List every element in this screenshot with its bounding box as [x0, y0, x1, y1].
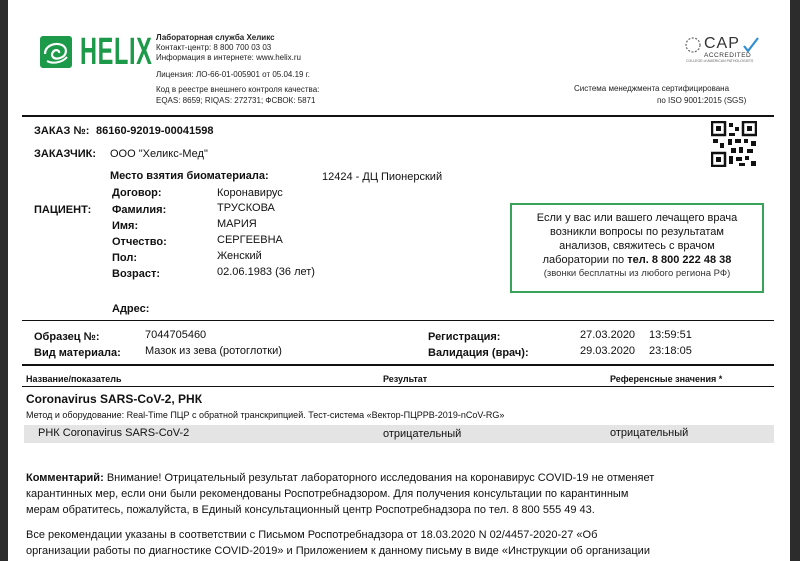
contact-line-4-prefix: лаборатории по [542, 254, 625, 266]
comment-line-3: мерам обратитесь, пожалуйста, в Единый консультационный центр Роспотребнадзора по тел. 8 800 555 49 43. [26, 504, 595, 516]
address-label: Адрес: [112, 303, 150, 315]
contact-line-5: (звонки бесплатны из любого региона РФ) [543, 268, 731, 279]
contact-line-4 [512, 253, 762, 267]
result-row-value: отрицательный [383, 428, 462, 440]
comment-line-4: Все рекомендации указаны в соответствии с Письмом Роспотребнадзора от 18.03.2020 N 02/4457-2020-27 «Об [26, 529, 598, 541]
helix-logo-text: HELIX [80, 31, 153, 73]
site-label: Место взятия биоматериала: [110, 170, 269, 182]
registration-date: 27.03.2020 [580, 329, 636, 341]
helix-logo-icon [40, 36, 72, 68]
contact-line-1: Если у вас или вашего лечащего врача [536, 212, 738, 224]
cap-tiny: COLLEGE of AMERICAN PATHOLOGISTS [686, 59, 754, 63]
cap-accredited-logo [684, 34, 764, 73]
sex-value: Женский [217, 250, 262, 262]
sample-value: 7044705460 [145, 329, 207, 341]
comment-line-1: Внимание! Отрицательный результат лабораторного исследования на коронавирус COVID-19 не отменяет [106, 472, 655, 484]
contract-value: Коронавирус [217, 187, 283, 199]
sample-label: Образец №: [34, 331, 100, 343]
col-ref-header: Референсные значения * [610, 374, 723, 384]
validation-label: Валидация (врач): [428, 347, 529, 359]
comment-label: Комментарий: [26, 472, 104, 484]
doctor-contact-box [510, 203, 764, 293]
registry-line-1: Код в реестре внешнего контроля качества: [156, 85, 320, 94]
lab-web: Информация в интернете: www.helix.ru [156, 53, 302, 62]
registration-label: Регистрация: [428, 331, 501, 343]
result-row-ref: отрицательный [610, 427, 689, 439]
result-row-name: РНК Coronavirus SARS-CoV-2 [38, 427, 190, 439]
iso-line-1: Система менеджмента сертифицирована [574, 84, 730, 93]
order-label: ЗАКАЗ №: [34, 125, 90, 137]
sample-divider [22, 364, 774, 366]
iso-line-2: по ISO 9001:2015 (SGS) [657, 96, 747, 105]
contract-label: Договор: [112, 187, 162, 199]
cap-subtitle: ACCREDITED [704, 52, 752, 59]
age-value: 02.06.1983 (36 лет) [217, 266, 315, 278]
customer-label: ЗАКАЗЧИК: [34, 148, 96, 160]
registry-line-2: EQAS: 8659; RIQAS: 272731; ФСВОК: 5871 [156, 96, 316, 105]
contact-line-3: анализов, свяжитесь с врачом [559, 240, 715, 252]
cap-title: CAP [704, 35, 740, 52]
comment-line-5: организации работы по диагностике COVID-2019» и Приложением к данному письму в виде «Инструкции об организации [26, 545, 650, 557]
left-border [0, 0, 8, 561]
comment-line-2: карантинных мер, если они были рекомендованы Роспотребнадзором. Для получения консультации по карантинным [26, 488, 629, 500]
lab-name: Лабораторная служба Хеликс [156, 33, 275, 42]
col-name-header: Название/показатель [26, 374, 122, 384]
lab-phone: тел. 8 800 222 48 38 [627, 254, 732, 266]
registration-time: 13:59:51 [649, 329, 692, 341]
test-title: Coronavirus SARS-CoV-2, РНК [26, 392, 203, 406]
lastname-value: ТРУСКОВА [217, 202, 275, 214]
qr-code-icon [711, 121, 757, 167]
firstname-value: МАРИЯ [217, 218, 257, 230]
material-value: Мазок из зева (ротоглотки) [145, 345, 282, 357]
order-number: 86160-92019-00041598 [96, 125, 214, 137]
header-divider [22, 115, 774, 117]
patient-label: ПАЦИЕНТ: [34, 204, 92, 216]
lab-license: Лицензия: ЛО-66-01-005901 от 05.04.19 г. [156, 70, 310, 79]
customer-value: ООО "Хеликс-Мед" [110, 148, 208, 160]
material-label: Вид материала: [34, 347, 121, 359]
lastname-label: Фамилия: [112, 204, 167, 216]
firstname-label: Имя: [112, 220, 139, 232]
contact-line-2: возникли вопросы по результатам [549, 226, 724, 238]
age-label: Возраст: [112, 268, 160, 280]
method-value: Real-Time ПЦР с обратной транскрипцией. Тест-система «Вектор-ПЦРРВ-2019-nCoV-RG» [126, 410, 505, 420]
patient-divider [22, 320, 774, 321]
lab-contact: Контакт-центр: 8 800 700 03 03 [156, 43, 272, 52]
site-value: 12424 - ДЦ Пионерский [322, 171, 443, 183]
validation-time: 23:18:05 [649, 345, 692, 357]
method-label: Метод и оборудование: [26, 410, 125, 420]
results-header-divider [22, 386, 774, 387]
col-result-header: Результат [383, 374, 428, 384]
right-border [790, 0, 800, 561]
sex-label: Пол: [112, 252, 138, 264]
patronymic-value: СЕРГЕЕВНА [217, 234, 283, 246]
validation-date: 29.03.2020 [580, 345, 636, 357]
patronymic-label: Отчество: [112, 236, 167, 248]
